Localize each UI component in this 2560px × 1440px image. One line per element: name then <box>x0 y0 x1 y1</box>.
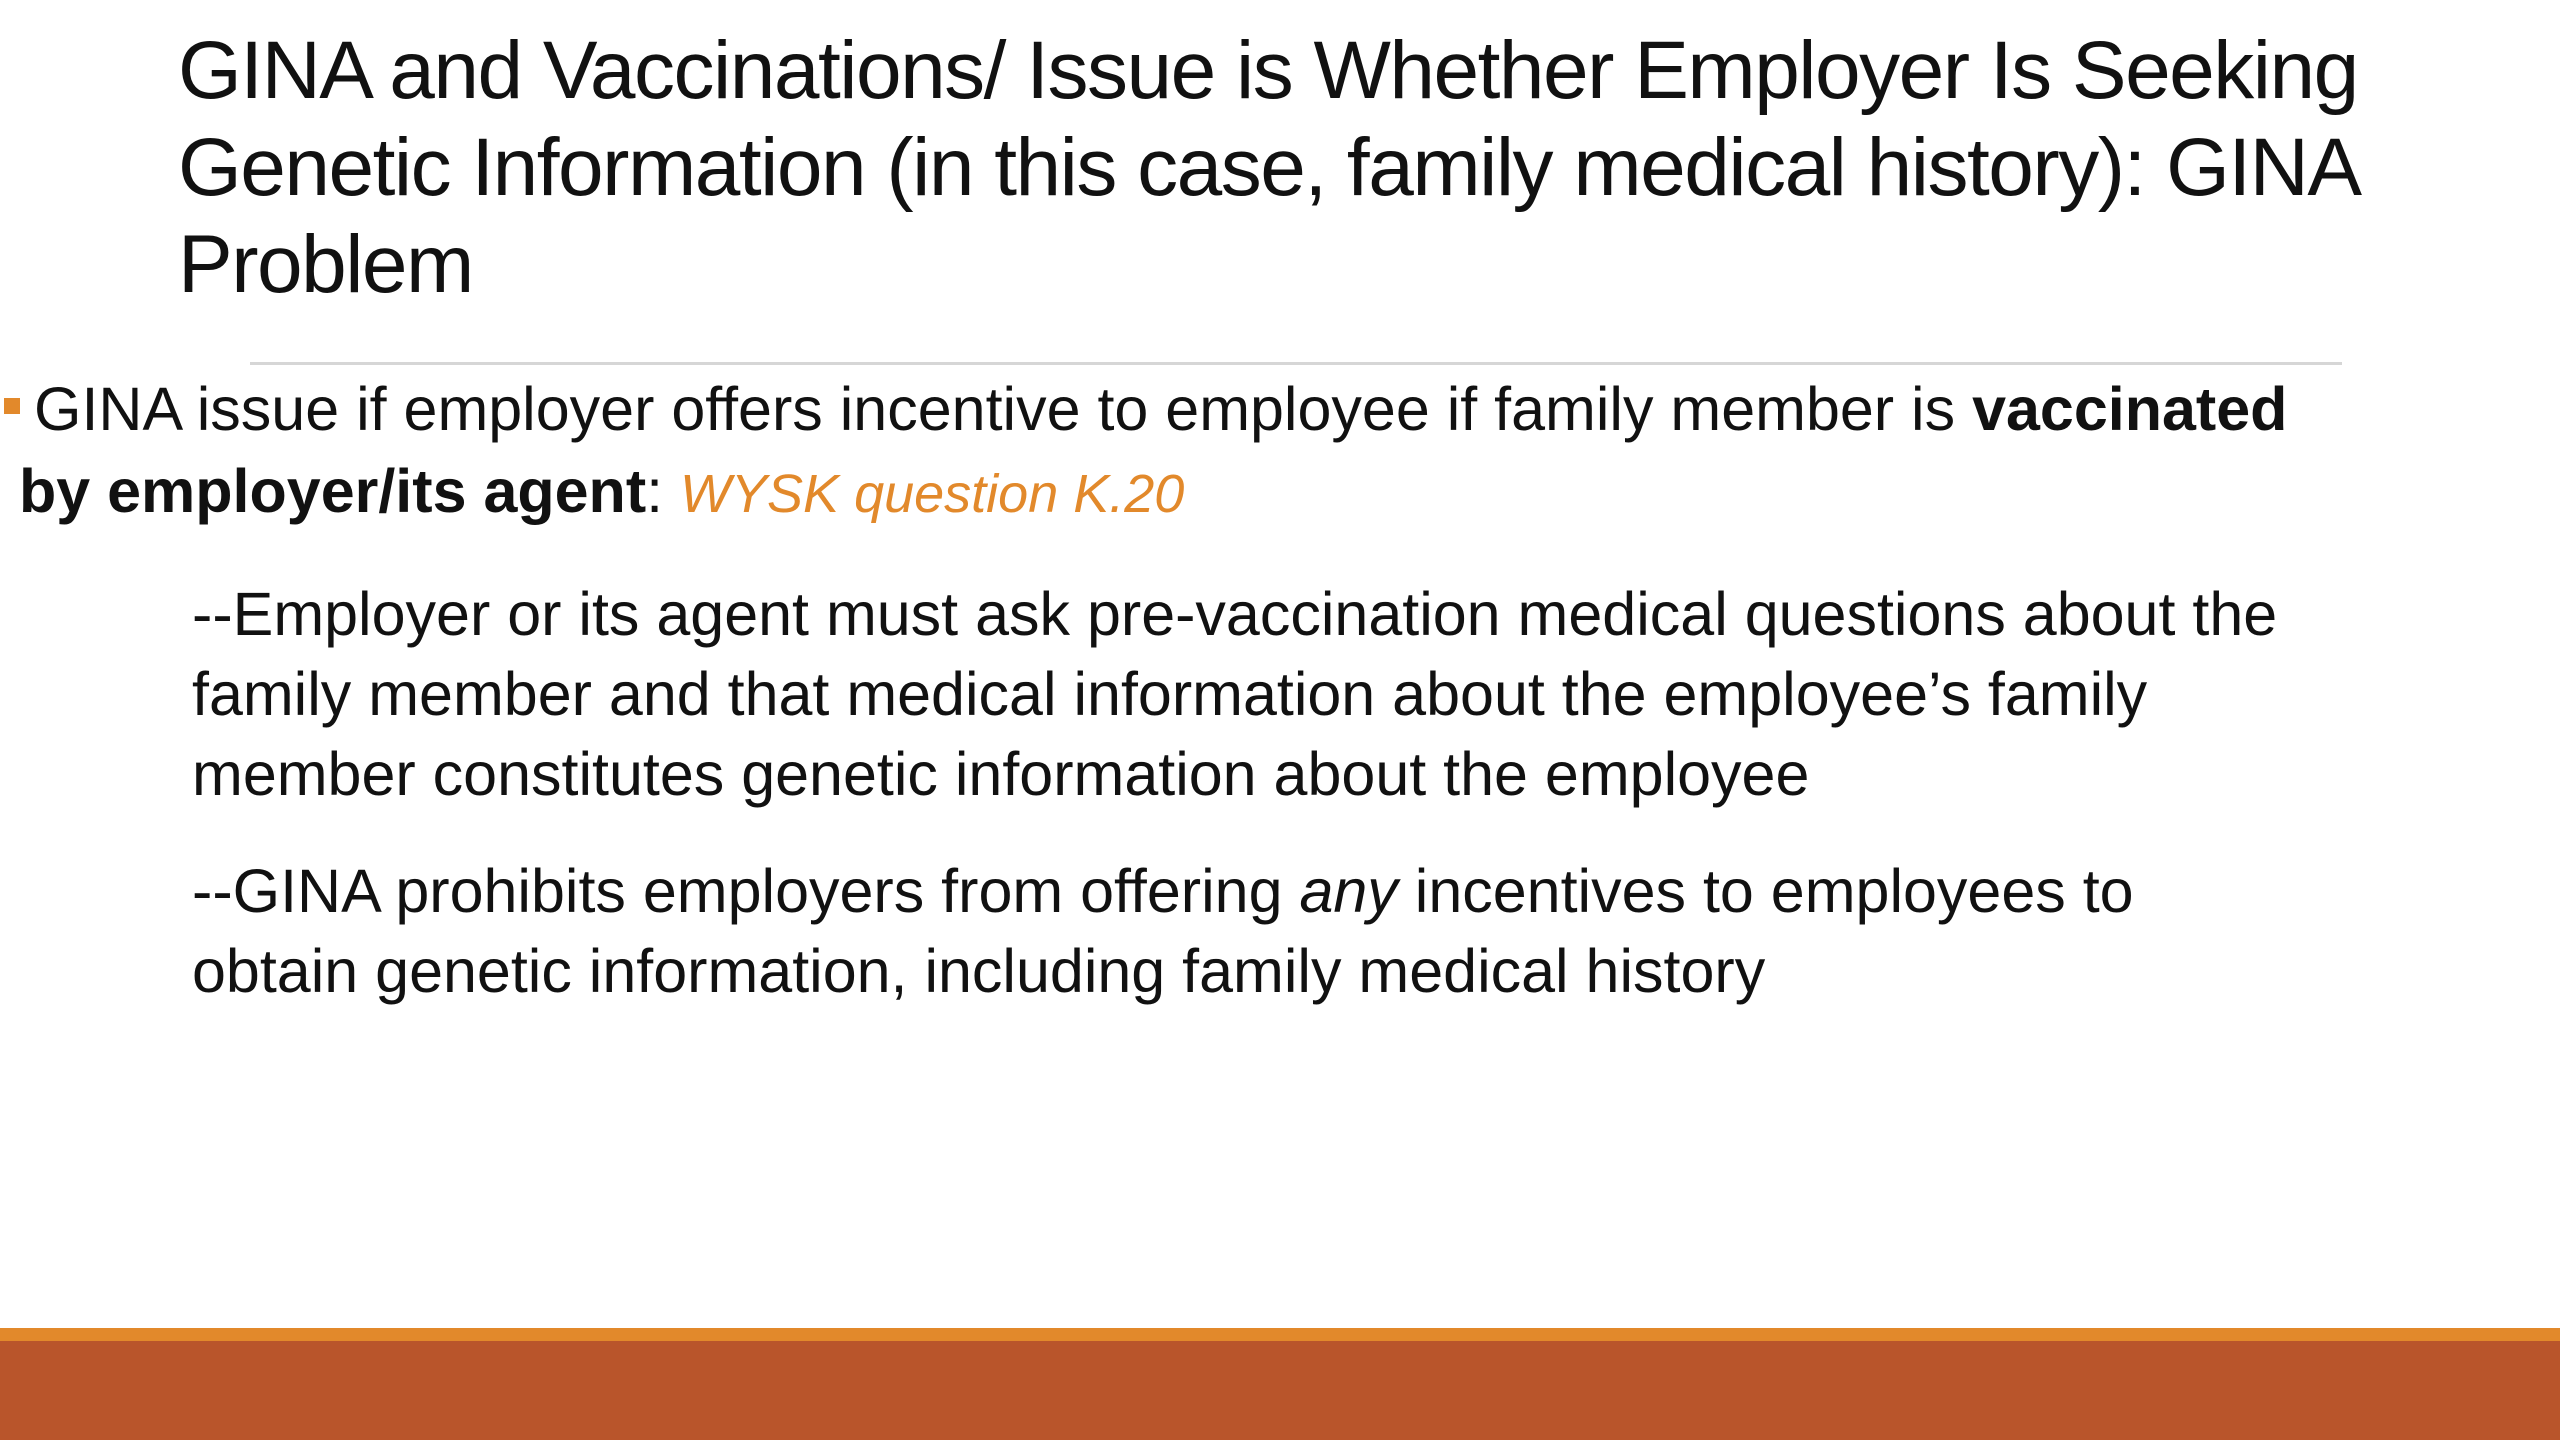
bullet-square-icon <box>4 398 20 414</box>
sub-point-2-text-after: incentives to employees to <box>1397 857 2134 925</box>
sub-point-1-line-1: --Employer or its agent must ask pre-vaccination medical questions about the <box>192 580 2278 648</box>
title-line-3: Problem <box>178 219 473 310</box>
title-divider <box>250 362 2342 365</box>
sub-point-2-italic-any: any <box>1299 857 1398 925</box>
main-bullet-line-1 <box>0 368 2560 450</box>
sub-point-1 <box>192 574 2552 814</box>
main-bullet-text: GINA issue if employer offers incentive to employee if family member is <box>34 375 1973 443</box>
main-bullet-line-2 <box>0 450 2560 535</box>
footer-bar <box>0 1341 2560 1440</box>
title-line-1: GINA and Vaccinations/ Issue is Whether Employer Is Seeking <box>178 25 2358 116</box>
main-bullet <box>0 368 2560 535</box>
sub-point-1-line-3: member constitutes genetic information about the employee <box>192 740 1810 808</box>
sub-point-2-line-2: obtain genetic information, including family medical history <box>192 937 1766 1005</box>
main-bullet-bold-vaccinated: vaccinated <box>1972 375 2288 443</box>
sub-point-2-text-before: --GINA prohibits employers from offering <box>192 857 1300 925</box>
sub-point-2 <box>192 851 2552 1011</box>
sub-point-1-line-2: family member and that medical information about the employee’s family <box>192 660 2148 728</box>
title-line-2: Genetic Information (in this case, family medical history): GINA <box>178 122 2361 213</box>
wysk-reference: WYSK question K.20 <box>680 464 1185 524</box>
slide-title <box>178 22 2478 313</box>
main-bullet-bold-agent: by employer/its agent <box>19 457 647 525</box>
main-bullet-colon: : <box>646 457 681 525</box>
sub-point-2-line-1 <box>192 851 2552 931</box>
footer-accent-stripe <box>0 1328 2560 1341</box>
